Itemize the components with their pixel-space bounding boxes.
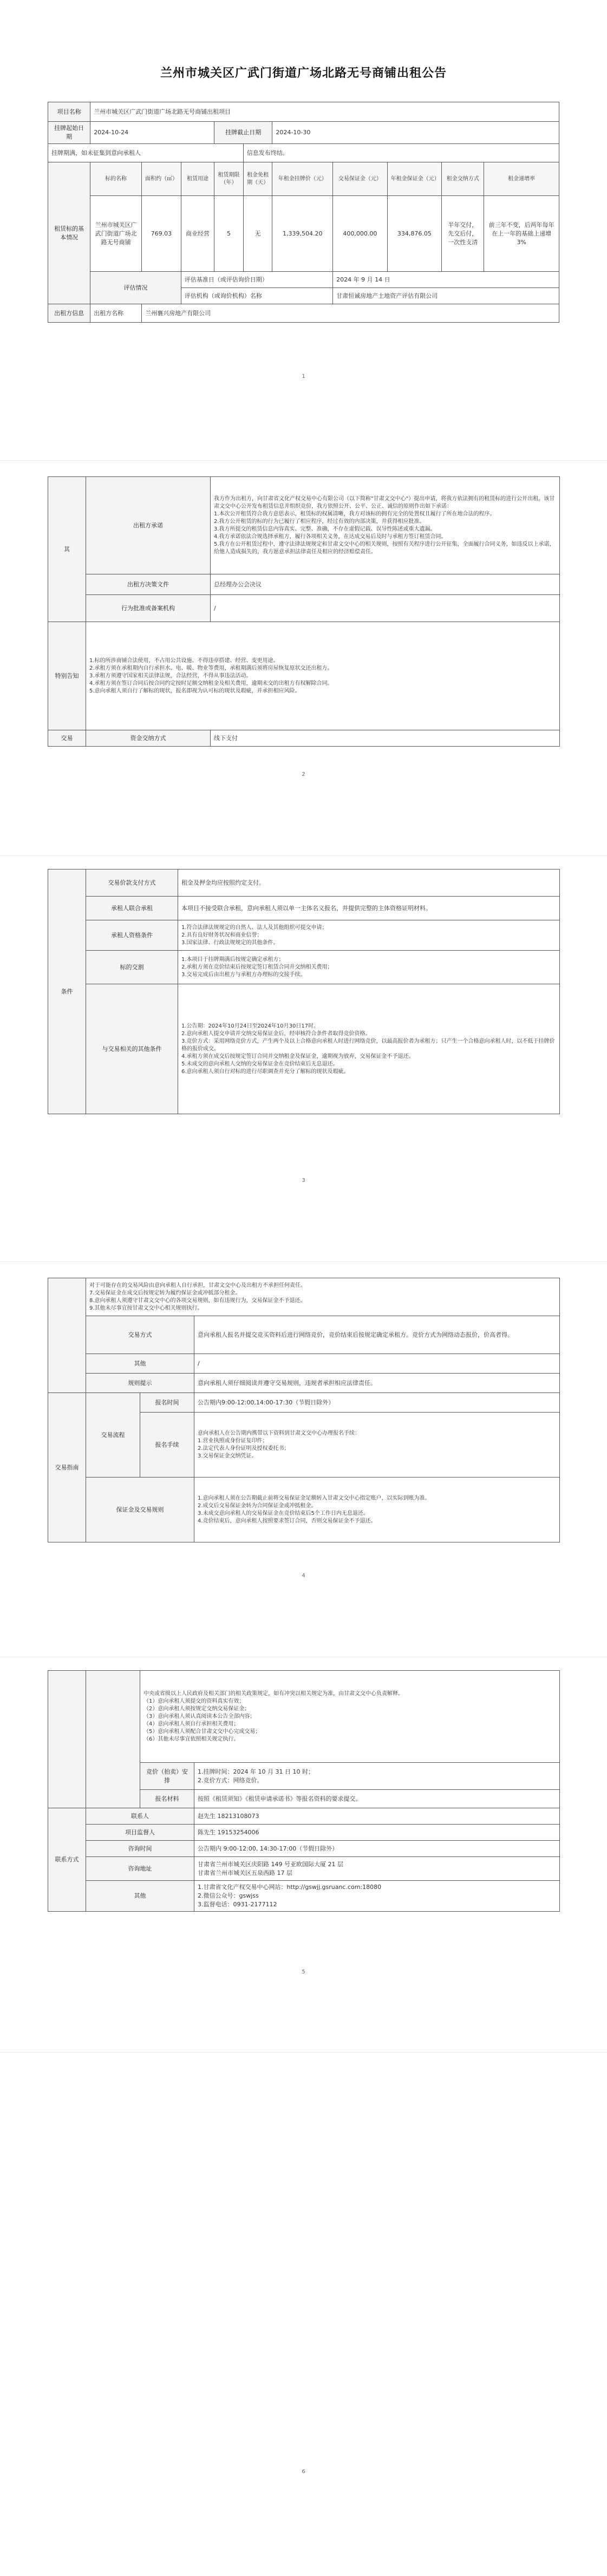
eval-org-value: 甘肃恒诚房地产土地资产评估有限公司 [333, 288, 559, 304]
col-header: 租赁期限（年） [214, 162, 244, 196]
side-label: 其 [48, 477, 86, 622]
delivery-label: 标的交割 [86, 951, 178, 984]
contact-table [48, 1670, 560, 1912]
supervisor-label: 项目监督人 [86, 1825, 194, 1841]
delivery-text: 1.本项目于挂牌期满后按规定确定承租方； 2.承租方须在竞价结束后按规定签订租赁合同并交纳相关费用； 3.交易完成后由出租方与承租方办理标的交接手续。 [178, 951, 560, 984]
trade-mode-value: 意向承租人报名并提交竞买资料后进行网络竞价，竞价结束后按规定确定承租方。竞价方式为网络动态报价，价高者得。 [194, 1316, 560, 1354]
material-value: 按照《租赁须知》《租赁申请承诺书》等报名资料的要求提交。 [194, 1790, 560, 1808]
misc-value: 1.甘肃省文化产权交易中心网站：http://gswjj.gsruanc.com:18080 2.微信公众号：gswjss 3.监督电话：0931-2177112 [194, 1881, 560, 1912]
listing-end-value: 2024-10-30 [272, 122, 559, 144]
intro-text: 中央或省级以上人民政府及相关部门的相关政策规定，如有冲突以相关规定为准，由甘肃文交中心负责解释。 （1）意向承租人须提交的资料真实有效； （2）意向承租人须按规定交纳交易保证金； （3）意向承租人须认真阅读本公告全部内容； （4）意向承租人须自行承担相关费用； （5）意向承租人须配合甘肃文交中心完成交易； （6）其他未尽事宜依照相关规定执行。 [140, 1671, 560, 1763]
guarantee-text: 1.意向承租人须在公告期截止前将交易保证金足额转入甘肃文交中心指定账户，以实际到账为准。 2.成交后交易保证金转为合同保证金或冲抵租金。 3.未成交意向承租人的交易保证金在竞价结束后5个工作日内无息退还。 4.竞价结束后，意向承租人按照要求签订合同，否则交易保证金不予退还。 [194, 1477, 560, 1542]
lessor-info-label: 出租方信息 [48, 304, 90, 323]
col-header: 年租金挂牌价（元） [272, 162, 333, 196]
payment-label: 交易价款支付方式 [86, 869, 178, 897]
special-notice-label: 特别告知 [48, 622, 86, 730]
project-name-value: 兰州市城关区广武门街道广场北路无号商铺出租项目 [90, 102, 559, 122]
col-header: 交易保证金（元） [333, 162, 388, 196]
page-divider [0, 1261, 607, 1262]
page-number: 1 [302, 374, 305, 380]
related-text: 1.公告期：2024年10月24日至2024年10月30日17时。 2.意向承租人提交申请并交纳交易保证金后，经审核符合条件者取得竞价资格。 3.竞价方式：采用网络竞价方式，产生两个及以上合格意向承租人时进行网络竞价，以最高报价者为承租方；只产生一个合格意向承租人时，以不低于挂牌价格的报价成交。 4.承租方须在成交后按规定签订合同并交纳租金及保证金，逾期视为放弃，交易保证金不予退还。 5.未成交的意向承租人交纳的交易保证金在竞价结束后无息退还。 6.意向承租人须自行对标的进行尽职调查并充分了解标的现状及瑕疵。 [178, 984, 560, 1114]
table-cell: 334,876.05 [387, 196, 442, 272]
reg-procedure-label: 报名手续 [140, 1413, 194, 1477]
contact-person-value: 赵先生 18213108073 [194, 1808, 560, 1825]
page-number: 5 [302, 1969, 305, 1975]
decision-value: 总经理办公会决议 [211, 574, 560, 595]
page-divider [0, 460, 607, 461]
evaluation-label: 评估情况 [90, 272, 181, 304]
rules-value: 意向承租人须仔细阅读并遵守交易规则，违规者承担相应法律责任。 [194, 1374, 560, 1393]
qualification-label: 承租人资格条件 [86, 920, 178, 951]
listing-start-value: 2024-10-24 [90, 122, 214, 144]
auction-label: 竞价（拍卖）安排 [140, 1763, 194, 1790]
col-header: 面积约（㎡） [142, 162, 181, 196]
trading-guide-table [48, 1278, 560, 1542]
blank-side [48, 1278, 86, 1393]
page-divider [0, 855, 607, 856]
extension-label: 挂牌期满，如未征集到意向承租人 [48, 144, 244, 162]
misc-label: 其他 [86, 1881, 194, 1912]
contact-label: 联系方式 [48, 1808, 86, 1912]
listing-start-label: 挂牌起始日期 [48, 122, 90, 144]
col-header: 租金交纳方式 [442, 162, 484, 196]
reg-procedure-text: 意向承租人在公告期内携带以下资料到甘肃文交中心办理报名手续： 1.营业执照或身份证复印件； 2.法定代表人身份证明及授权委托书； 3.交易保证金交纳凭证。 [194, 1413, 560, 1477]
regulator-value: / [211, 595, 560, 622]
joint-label: 承租人联合承租 [86, 897, 178, 920]
col-header: 标的名称 [90, 162, 142, 196]
conditions-table [48, 869, 560, 1114]
table-cell: 769.03 [142, 196, 181, 272]
reg-time-label: 报名时间 [140, 1393, 194, 1413]
side-label-2: 交易 [48, 730, 86, 747]
special-notice-text: 1.标的所涉商铺合法使用，不占用公共设施、不得违章搭建、经营、变更用途。 2.承租方须在承租期内自行承担水、电、暖、物业等费用，承租期满后须将房屋恢复原状交还出租方。 3.承租方须遵守国家相关法律法规，合法经营，不得从事违法活动。 4.承租方须在签订合同后按合同约定按时足额交纳租金及相关费用，逾期未交的出租方有权解除合同。 5.意向承租人须自行了解标的现状，报名即视为认可标的现状及瑕疵，并承担相应风险。 [86, 622, 560, 730]
related-label: 与交易相关的其他条件 [86, 984, 178, 1114]
commit-text: 我方作为出租方，向甘肃省文化产权交易中心有限公司（以下简称"甘肃文交中心"）提出申请，将我方依法拥有的租赁标的进行公开出租。该甘肃文交中心公开发布租赁信息并组织竞价，我方依照公开、公平、公正、诚信的原则作出如下承诺： 1.本次公开租赁符合我方意思表示，租赁标的权属清晰，我方对该标的拥有完全的处置权且履行了所在地合法的程序。 2.我方公开租赁的标的行为已履行了相应程序，经过有效的内部决策，并获得相应批准。 3.我方所提交的租赁信息内容真实、完整、准确，不存在虚假记载、误导性陈述或重大遗漏。 4.我方承诺依法合规选择承租方，履行各项相关义务，在达成交易后及时与承租方签订租赁合同。 5.我方在公开租赁过程中，遵守法律法规规定和甘肃文交中心的相关规则，按照有关程序进行公开征集，全面履行合同义务，如违反以上承诺，给他人造成损失的，我方愿意承担法律责任及相应的经济赔偿责任。 [211, 477, 560, 574]
blank-side [48, 1671, 86, 1808]
regulator-label: 行为批准或备案机构 [86, 595, 211, 622]
page-number: 6 [302, 2469, 305, 2475]
eval-org-label: 评估机构（或询价机构）名称 [181, 288, 332, 304]
col-header: 租金免租期（天） [243, 162, 272, 196]
page-5 [48, 1670, 559, 1912]
page-number: 2 [302, 772, 305, 777]
page-3 [48, 869, 559, 1114]
table-cell: 半年交付，先交后付，一次性支清 [442, 196, 484, 272]
table-cell: 兰州市城关区广武门街道广场北路无号商铺 [90, 196, 142, 272]
conditions-side-label: 条件 [48, 869, 86, 1114]
lessor-name-label: 出租方名称 [90, 304, 142, 323]
table-cell: 无 [243, 196, 272, 272]
material-label: 报名材料 [140, 1790, 194, 1808]
payment-value: 租金及押金均应按照约定支付。 [178, 869, 560, 897]
blank-side-2 [86, 1671, 140, 1808]
address-label: 咨询地址 [86, 1857, 194, 1881]
hours-label: 咨询时间 [86, 1841, 194, 1857]
col-header: 年租金保证金（元） [387, 162, 442, 196]
address-value: 甘肃省兰州市城关区庆阳路 149 号亚欧国际大厦 21 层 甘肃省兰州市城关区五泉西路 17 层 [194, 1857, 560, 1881]
hours-value: 公告期内 9:00-12:00, 14:30-17:00（节假日除外） [194, 1841, 560, 1857]
guide-label: 交易指南 [48, 1393, 86, 1542]
guarantee-label: 保证金及交易规则 [86, 1477, 194, 1542]
joint-value: 本项目不接受联合承租，意向承租人须以单一主体名义报名，并提供完整的主体资格证明材料。 [178, 897, 560, 920]
listing-end-label: 挂牌截止日期 [214, 122, 272, 144]
lessor-name-value: 兰州襄兴房地产有限公司 [142, 304, 559, 323]
flow-label: 交易流程 [86, 1393, 140, 1477]
table-cell: 商业经营 [181, 196, 214, 272]
other-label: 其他 [86, 1354, 194, 1374]
project-info-table [48, 102, 559, 323]
basic-info-label: 租赁标的基本情况 [48, 162, 90, 304]
page-1 [48, 102, 559, 323]
eval-date-value: 2024 年 9 月 14 日 [333, 272, 559, 288]
lessor-commit-table [48, 476, 560, 747]
page-title: 兰州市城关区广武门街道广场北路无号商铺出租公告 [160, 67, 447, 80]
page-number: 3 [302, 1178, 305, 1184]
col-header: 租赁用途 [181, 162, 214, 196]
table-cell: 1,339,504.20 [272, 196, 333, 272]
page-4 [48, 1278, 559, 1542]
intro-text: 对于可能存在的交易风险由意向承租人自行承担，甘肃文交中心及出租方不承担任何责任。 7.交易保证金在成交后按规定转为履约保证金或冲抵部分租金。 8.意向承租人须遵守甘肃文交中心的各项交易规则，如有违规行为，交易保证金不予退还。 9.其他未尽事宜按甘肃文交中心相关规则执行。 [86, 1278, 560, 1316]
extension-value: 信息发布终结。 [243, 144, 559, 162]
page-2 [48, 476, 559, 747]
contact-person-label: 联系人 [86, 1808, 194, 1825]
reg-time-value: 公告期内9:00-12:00,14:00-17:30（节假日除外） [194, 1393, 560, 1413]
auction-text: 1.挂牌时间：2024 年 10 月 31 日 10 时； 2.竞价方式：网络竞价。 [194, 1763, 560, 1790]
qualification-text: 1.符合法律法规规定的自然人、法人及其他组织可提交申请； 2.具有良好财务状况和商业信誉； 3.国家法律、行政法规规定的其他条件。 [178, 920, 560, 951]
page-number: 4 [302, 1573, 305, 1579]
deposit-method-label: 资金交纳方式 [86, 730, 211, 747]
project-name-label: 项目名称 [48, 102, 90, 122]
col-header: 租金递增率 [484, 162, 559, 196]
table-cell: 400,000.00 [333, 196, 388, 272]
deposit-method-value: 线下支付 [211, 730, 560, 747]
rules-label: 规则提示 [86, 1374, 194, 1393]
eval-date-label: 评估基准日（或评估询价日期） [181, 272, 332, 288]
supervisor-value: 陈先生 19153254006 [194, 1825, 560, 1841]
commit-label: 出租方承诺 [86, 477, 211, 574]
trade-mode-label: 交易方式 [86, 1316, 194, 1354]
table-cell: 前三年不变，后两年每年在上一年的基础上递增3% [484, 196, 559, 272]
table-cell: 5 [214, 196, 244, 272]
other-value: / [194, 1354, 560, 1374]
decision-label: 出租方决策文件 [86, 574, 211, 595]
